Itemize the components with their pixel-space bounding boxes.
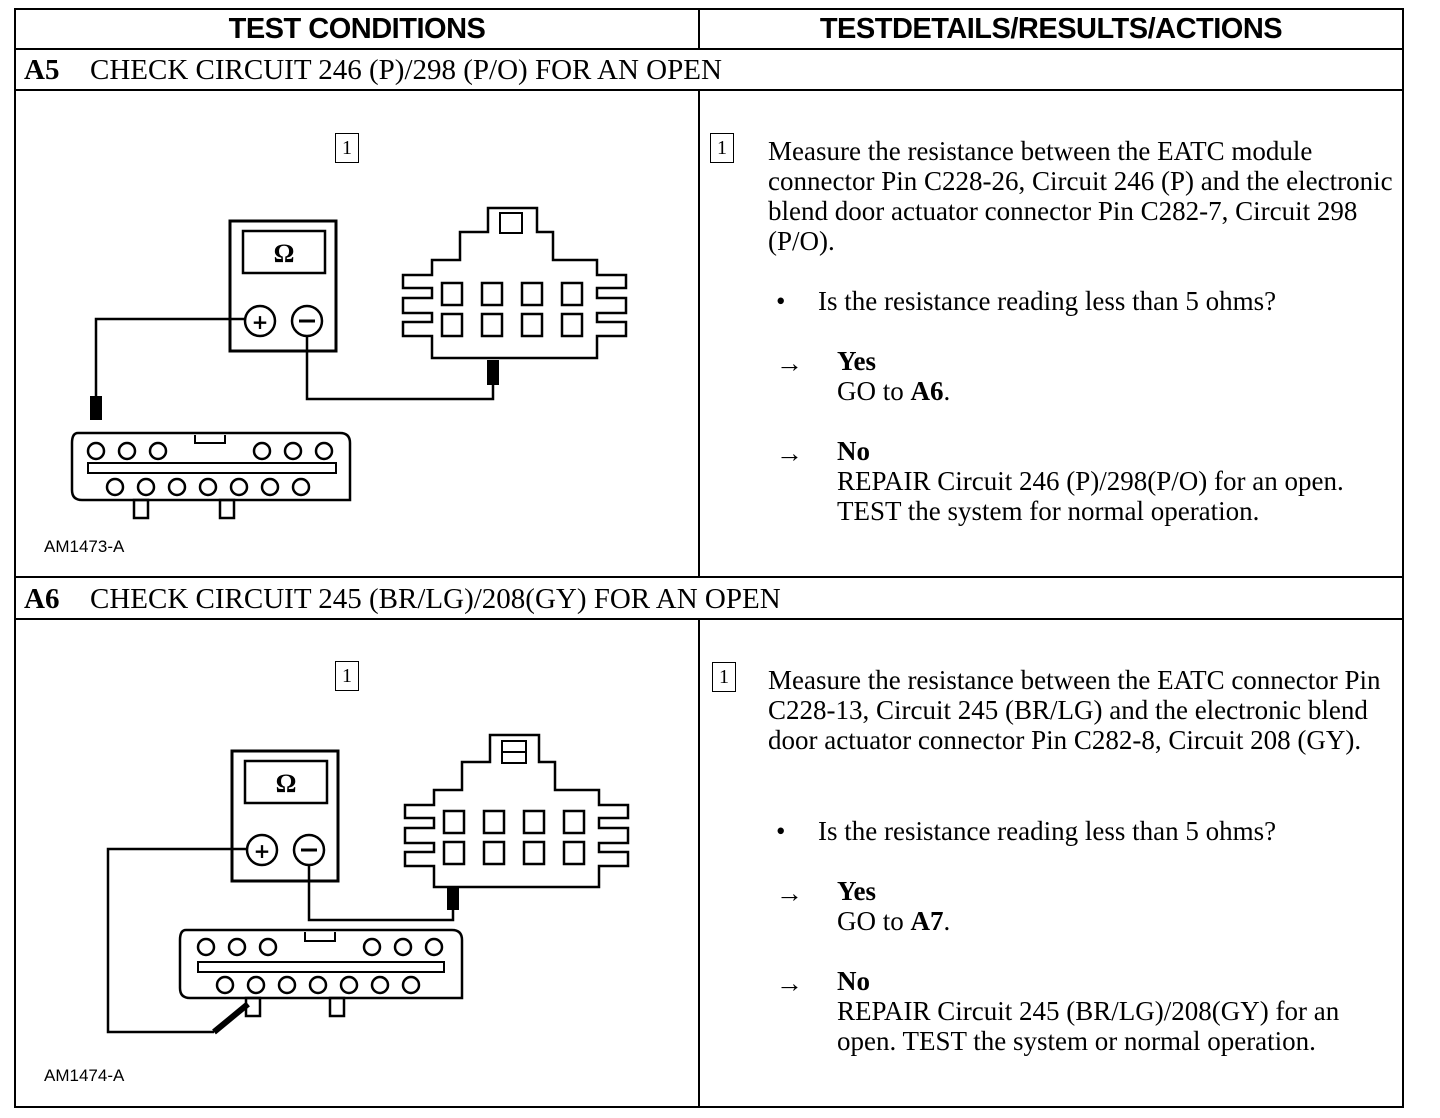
punctuation: . [943,906,951,936]
bullet-icon: • [776,286,786,316]
yes-text: GO to [837,376,904,406]
figure-id: AM1474-A [44,1066,125,1085]
section-code: A6 [24,582,60,615]
no-result [837,966,1397,1056]
header-test-details: TESTDETAILS/RESULTS/ACTIONS [819,12,1283,45]
question-text: Is the resistance reading less than 5 ohms? [818,286,1277,316]
bullet-icon: • [776,816,786,846]
punctuation: . [943,376,951,406]
yes-text: GO to [837,906,904,936]
yes-result [837,876,1397,936]
question-text: Is the resistance reading less than 5 ohms? [818,816,1277,846]
svg-text:+: + [253,839,271,863]
header-test-conditions: TEST CONDITIONS [228,12,486,45]
no-text: REPAIR Circuit 246 (P)/298(P/O) for an open. TEST the system for normal operation. [837,466,1344,526]
section-code: A5 [24,53,60,86]
goto-step-link[interactable]: A7 [910,906,944,936]
no-label: No [837,966,870,996]
ohm-symbol: Ω [273,239,295,268]
no-label: No [837,436,870,466]
step-marker: 1 [712,662,736,692]
negative-lead [309,865,453,920]
arrow-right-icon: → [776,878,803,908]
step-instruction: Measure the resistance between the EATC connector Pin C228-13, Circuit 245 (BR/LG) and the electronic blend door actuator connector Pin C282-8, Circuit 208 (GY). [768,665,1381,755]
yes-label: Yes [837,876,876,906]
arrow-right-icon: → [776,968,803,998]
arrow-right-icon: → [776,348,803,378]
yes-label: Yes [837,346,876,376]
probe-tip [214,1004,248,1032]
step-marker: 1 [710,133,734,163]
figure-id: AM1473-A [44,537,125,556]
step-instruction: Measure the resistance between the EATC module connector Pin C228-26, Circuit 246 (P) and the electronic blend door actuator connector Pin C282-7, Circuit 298 (P/O). [768,136,1393,256]
ohm-symbol: Ω [275,769,297,798]
question-item [776,286,1276,316]
ohmmeter-diagram-a6 [0,0,700,1108]
yes-result [837,346,1397,406]
no-text: REPAIR Circuit 245 (BR/LG)/208(GY) for an open. TEST the system or normal operation. [837,996,1340,1056]
question-item [776,816,1276,846]
svg-text:+: + [251,310,269,334]
positive-lead [108,849,247,1032]
probe-tip [447,886,459,910]
section-heading: CHECK CIRCUIT 246 (P)/298 (P/O) FOR AN OPEN [90,53,722,86]
no-result [837,436,1397,526]
step-marker: 1 [335,661,359,691]
arrow-right-icon: → [776,438,803,468]
step-marker: 1 [335,133,359,163]
blend-door-actuator-connector [405,735,628,887]
section-heading: CHECK CIRCUIT 245 (BR/LG)/208(GY) FOR AN OPEN [90,582,781,615]
goto-step-link[interactable]: A6 [910,376,944,406]
